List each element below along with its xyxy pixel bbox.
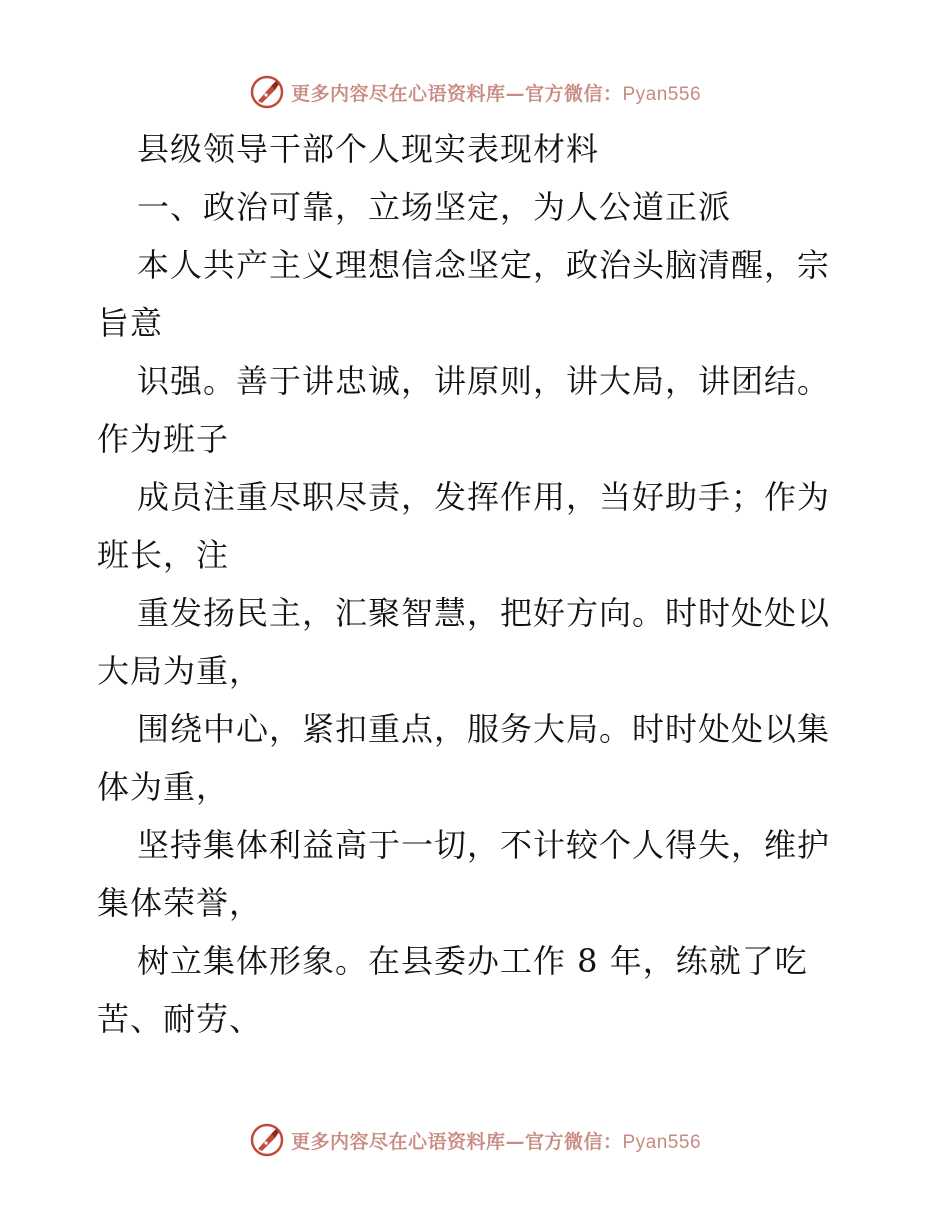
header-watermark — [0, 70, 950, 114]
footer-watermark — [0, 1118, 950, 1162]
pen-nib-circle-icon — [249, 74, 285, 110]
paragraph-line: 集体荣誉， — [97, 884, 263, 922]
paragraph-line: 体为重， — [97, 768, 230, 806]
document-title: 县级领导干部个人现实表现材料 — [137, 130, 600, 168]
paragraph-line: 作为班子 — [97, 420, 230, 458]
paragraph-line: 苦、耐劳、 — [97, 1000, 263, 1038]
paragraph-line: 本人共产主义理想信念坚定，政治头脑清醒，宗 — [137, 246, 831, 284]
paragraph-line: 班长，注 — [97, 536, 230, 574]
paragraph-line: 坚持集体利益高于一切，不计较个人得失，维护 — [137, 826, 831, 864]
paragraph-line: 重发扬民主，汇聚智慧，把好方向。时时处处以 — [137, 594, 831, 632]
paragraph-line: 旨意 — [97, 304, 164, 342]
document-body — [97, 120, 857, 1048]
watermark-text: 更多内容尽在心语资料库—官方微信：Pyan556 — [290, 82, 702, 105]
watermark-text: 更多内容尽在心语资料库—官方微信：Pyan556 — [290, 1130, 702, 1153]
paragraph-line: 成员注重尽职尽责，发挥作用，当好助手；作为 — [137, 478, 831, 516]
paragraph-line: 树立集体形象。在县委办工作 8 年，练就了吃 — [137, 942, 808, 980]
section-heading: 一、政治可靠，立场坚定，为人公道正派 — [137, 188, 732, 226]
pen-nib-circle-icon — [249, 1122, 285, 1158]
paragraph-line: 大局为重， — [97, 652, 263, 690]
paragraph-line: 围绕中心，紧扣重点，服务大局。时时处处以集 — [137, 710, 831, 748]
paragraph-line: 识强。善于讲忠诚，讲原则，讲大局，讲团结。 — [137, 362, 831, 400]
